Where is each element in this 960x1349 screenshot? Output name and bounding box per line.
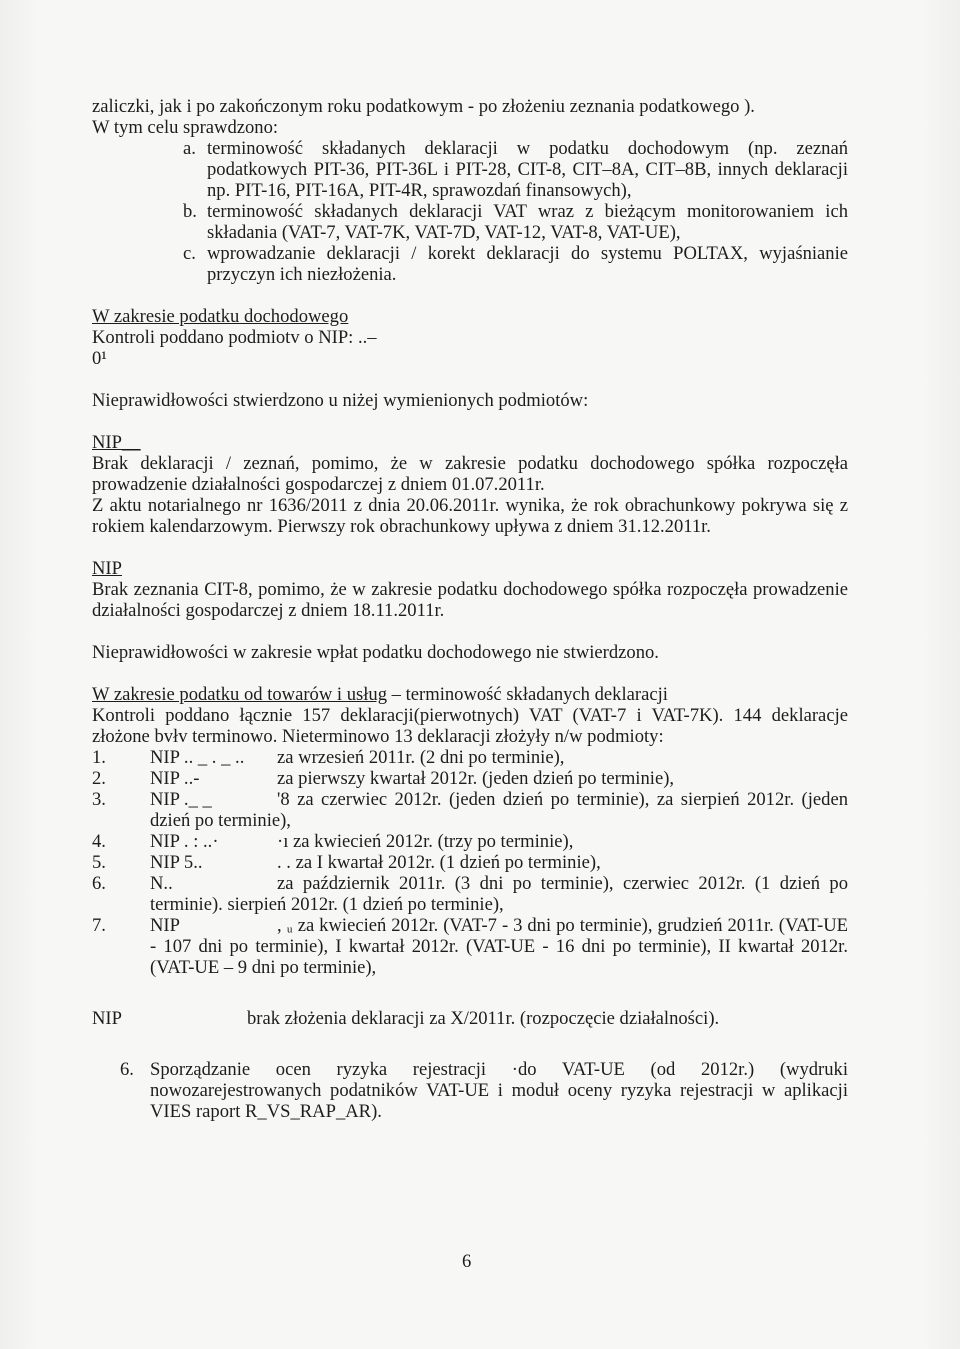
checks-list bbox=[92, 138, 848, 285]
vat-item-mark: 4. bbox=[92, 831, 106, 852]
point-6 bbox=[92, 1059, 848, 1122]
income-tax-heading: W zakresie podatku dochodowego bbox=[92, 306, 349, 327]
check-text-c: wprowadzanie deklaracji / korekt deklaracji do systemu POLTAX, wyjaśnianie przyczyn ich niezłożenia. bbox=[207, 243, 848, 285]
vat-item-nip: NIP ._ _ bbox=[150, 789, 212, 810]
vat-missing-text: brak złożenia deklaracji za X/2011r. (rozpoczęcie działalności). bbox=[247, 1008, 720, 1029]
check-text-b: terminowość składanych deklaracji VAT wraz z bieżącym monitorowaniem ich składania (VAT-7, VAT-7K, VAT-7D, VAT-12, VAT-8, VAT-UE), bbox=[207, 201, 848, 243]
vat-item-mark: 7. bbox=[92, 915, 106, 936]
vat-late-item bbox=[92, 915, 848, 978]
check-item-b bbox=[92, 201, 848, 243]
vat-late-item bbox=[92, 789, 848, 831]
vat-heading: W zakresie podatku od towarów i usług bbox=[92, 684, 388, 705]
vat-missing-declaration bbox=[92, 1008, 848, 1029]
vat-item-nip: NIP ..- bbox=[150, 768, 200, 789]
vat-item-mark: 6. bbox=[92, 873, 106, 894]
check-mark-c: c. bbox=[183, 243, 196, 264]
vat-heading-line bbox=[92, 684, 848, 705]
entity1-paragraph-1: Brak deklaracji / zeznań, pomimo, że w zakresie podatku dochodowego spółka rozpoczęła prowadzenie działalności gospodarczej z dniem 01.07.2011r. bbox=[92, 453, 848, 495]
document-body bbox=[92, 96, 848, 1122]
vat-item-text: . . za I kwartał 2012r. (1 dzień po terminie), bbox=[277, 852, 601, 873]
vat-late-item bbox=[92, 873, 848, 915]
vat-item-mark: 3. bbox=[92, 789, 106, 810]
check-mark-a: a. bbox=[183, 138, 196, 159]
vat-item-nip: NIP . : ..· bbox=[150, 831, 219, 852]
income-tax-fragment: 0¹ bbox=[92, 348, 107, 369]
vat-item-text: za pierwszy kwartał 2012r. (jeden dzień po terminie), bbox=[277, 768, 675, 789]
vat-late-item bbox=[92, 768, 848, 789]
check-mark-b: b. bbox=[183, 201, 197, 222]
vat-item-nip: NIP .. _ . _ .. bbox=[150, 747, 245, 768]
income-tax-controlled: Kontroli poddano podmiotv o NIP: ..– bbox=[92, 327, 377, 348]
vat-item-mark: 2. bbox=[92, 768, 106, 789]
entity1-paragraph-2: Z aktu notarialnego nr 1636/2011 z dnia 20.06.2011r. wynika, że rok obrachunkowy pokrywa się z rokiem kalendarzowym. Pierwszy rok obrachunkowy upływa z dniem 31.12.2011r. bbox=[92, 495, 848, 537]
entity2-nip: NIP bbox=[92, 558, 122, 579]
vat-item-text: '8 za czerwiec 2012r. (jeden dzień po terminie), za sierpień 2012r. (jeden dzień po terminie), bbox=[150, 789, 848, 831]
point-6-text: Sporządzanie ocen ryzyka rejestracji ·do VAT-UE (od 2012r.) (wydruki nowozarejestrowanych podatników VAT-UE i moduł oceny ryzyka rejestracji w aplikacji VIES raport R_VS_RAP_AR). bbox=[150, 1059, 848, 1122]
vat-missing-nip: NIP bbox=[92, 1008, 122, 1029]
vat-late-item bbox=[92, 831, 848, 852]
vat-item-nip: NIP 5.. bbox=[150, 852, 203, 873]
point-6-mark: 6. bbox=[120, 1059, 134, 1080]
no-payment-issues: Nieprawidłowości w zakresie wpłat podatku dochodowego nie stwierdzono. bbox=[92, 642, 659, 663]
entity1-nip: NIP__ bbox=[92, 432, 141, 453]
check-text-a: terminowość składanych deklaracji w podatku dochodowym (np. zeznań podatkowych PIT-36, PIT-36L i PIT-28, CIT-8, CIT–8A, CIT–8B, innych deklaracji np. PIT-16, PIT-16A, PIT-4R, sprawozdań finansowych), bbox=[207, 138, 848, 201]
vat-item-nip: NIP bbox=[150, 915, 180, 936]
intro-line-1: zaliczki, jak i po zakończonym roku podatkowym - po złożeniu zeznania podatkowego ). bbox=[92, 96, 755, 117]
entity2-paragraph-1: Brak zeznania CIT-8, pomimo, że w zakresie podatku dochodowego spółka rozpoczęła prowadzenie działalności gospodarczej z dniem 18.11.2011r. bbox=[92, 579, 848, 621]
vat-item-text: , ᵤ za kwiecień 2012r. (VAT-7 - 3 dni po terminie), grudzień 2011r. (VAT-UE - 107 dni po terminie), I kwartał 2012r. (VAT-UE - 16 dni po terminie), II kwartał 2012r. (VAT-UE – 9 dni po terminie), bbox=[150, 915, 848, 978]
vat-item-mark: 5. bbox=[92, 852, 106, 873]
vat-late-item bbox=[92, 852, 848, 873]
vat-item-nip: N.. bbox=[150, 873, 173, 894]
check-item-a bbox=[92, 138, 848, 201]
vat-heading-rest: – terminowość składanych deklaracji bbox=[387, 684, 668, 705]
intro-line-2: W tym celu sprawdzono: bbox=[92, 117, 279, 138]
vat-item-text: za październik 2011r. (3 dni po terminie), czerwiec 2012r. (1 dzień po terminie). sierpień 2012r. (1 dzień po terminie), bbox=[150, 873, 848, 915]
vat-late-list bbox=[92, 747, 848, 978]
vat-item-mark: 1. bbox=[92, 747, 106, 768]
vat-item-text: ·ı za kwiecień 2012r. (trzy po terminie), bbox=[277, 831, 574, 852]
check-item-c bbox=[92, 243, 848, 285]
irregularities-intro: Nieprawidłowości stwierdzono u niżej wymienionych podmiotów: bbox=[92, 390, 589, 411]
vat-summary: Kontroli poddano łącznie 157 deklaracji(pierwotnych) VAT (VAT-7 i VAT-7K). 144 deklaracje złożone bvłv terminowo. Nieterminowo 13 deklaracji złożyły n/w podmioty: bbox=[92, 705, 848, 747]
vat-item-text: za wrzesień 2011r. (2 dni po terminie), bbox=[277, 747, 565, 768]
page-number: 6 bbox=[462, 1251, 472, 1272]
vat-late-item bbox=[92, 747, 848, 768]
